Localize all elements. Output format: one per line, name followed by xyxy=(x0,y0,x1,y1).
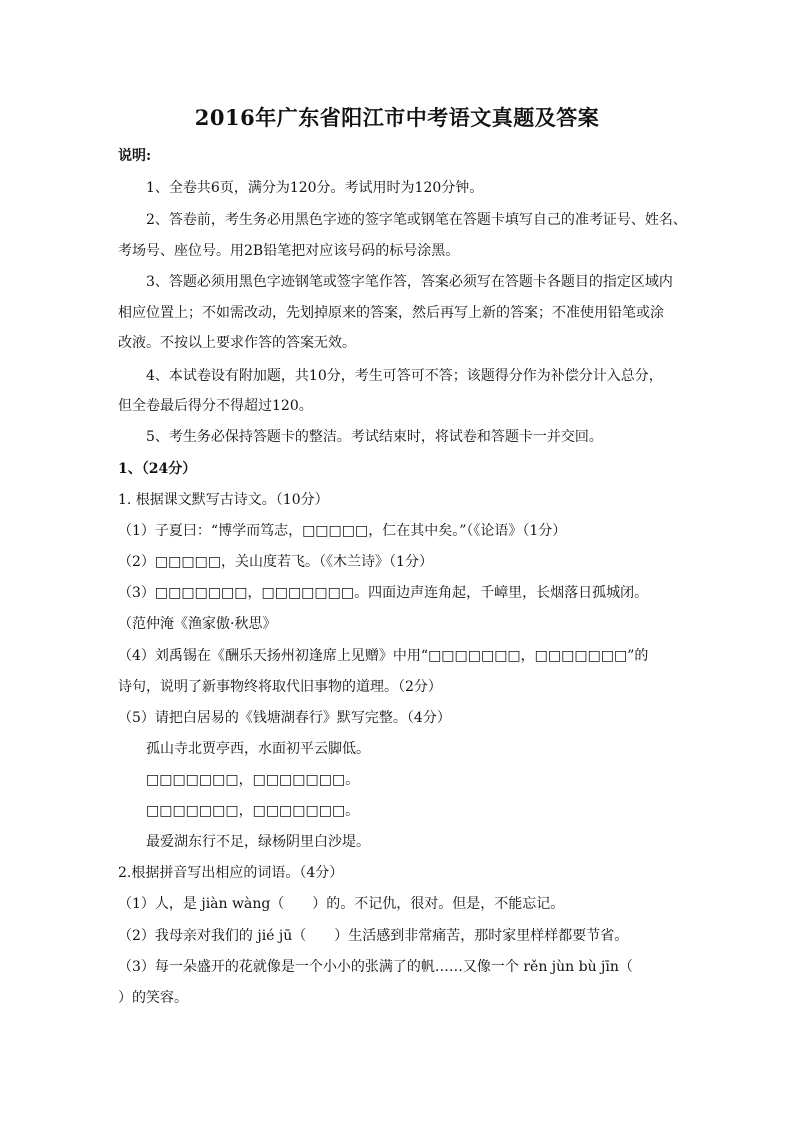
instruction-line: 3、答题必须用黑色字迹钢笔或签字笔作答，答案必须写在答题卡各题目的指定区域内 xyxy=(146,274,673,290)
poem-line: 最爱湖东行不足，绿杨阴里白沙堤。 xyxy=(146,834,370,850)
question-item: （范仲淹《渔家傲·秋思》 xyxy=(118,616,277,632)
question-item: （2）□□□□□，关山度若飞。（《木兰诗》（1分） xyxy=(118,554,433,570)
instruction-line: 4、本试卷设有附加题，共10分，考生可答可不答；该题得分作为补偿分计入总分， xyxy=(146,368,663,384)
instruction-line: 改液。不按以上要求作答的答案无效。 xyxy=(118,335,356,351)
question-item: 诗句，说明了新事物终将取代旧事物的道理。（2分） xyxy=(118,679,442,695)
question-item: （3）□□□□□□□，□□□□□□□。四面边声连角起，千嶂里，长烟落日孤城闭。 xyxy=(118,585,649,601)
instruction-line: 相应位置上；不如需改动，先划掉原来的答案，然后再写上新的答案；不准使用铅笔或涂 xyxy=(118,305,664,321)
poem-line: □□□□□□□，□□□□□□□。 xyxy=(146,772,360,788)
question-item: （3）每一朵盛开的花就像是一个小小的张满了的帆……又像一个 rěn jùn bù jīn（ xyxy=(118,959,633,975)
instruction-line: 1、全卷共6页，满分为120分。考试用时为120分钟。 xyxy=(146,180,484,196)
question-heading: 2.根据拼音写出相应的词语。（4分） xyxy=(118,865,344,881)
instruction-line: 2、答卷前，考生务必用黑色字迹的签字笔或钢笔在答题卡填写自己的准考证号、姓名、 xyxy=(146,212,687,228)
instructions-heading: 说明: xyxy=(118,148,152,164)
instruction-line: 但全卷最后得分不得超过120。 xyxy=(118,398,313,414)
question-item: （4）刘禹锡在《酬乐天扬州初逢席上见赠》中用“□□□□□□□，□□□□□□□”的 xyxy=(118,648,649,664)
question-item: （1）子夏曰：“博学而笃志，□□□□□，仁在其中矣。”（《论语》（1分） xyxy=(118,523,567,539)
question-item: （1）人，是 jiàn wàng（ ）的。不记仇，很对。但是，不能忘记。 xyxy=(118,896,565,912)
instruction-line: 考场号、座位号。用2B铅笔把对应该号码的标号涂黑。 xyxy=(118,243,460,259)
question-item: ）的笑容。 xyxy=(118,990,188,1006)
question-item: （2）我母亲对我们的 jié jū（ ）生活感到非常痛苦，那时家里样样都要节省。 xyxy=(118,928,629,944)
poem-line: □□□□□□□，□□□□□□□。 xyxy=(146,803,360,819)
question-item: （5）请把白居易的《钱塘湖春行》默写完整。（4分） xyxy=(118,710,451,726)
section-heading: 1、（24分） xyxy=(118,461,197,477)
instruction-line: 5、考生务必保持答题卡的整洁。考试结束时，将试卷和答题卡一并交回。 xyxy=(146,429,603,445)
question-heading: 1. 根据课文默写古诗文。（10分） xyxy=(118,492,329,508)
poem-line: 孤山寺北贾亭西，水面初平云脚低。 xyxy=(146,741,370,757)
document-title: 2016年广东省阳江市中考语文真题及答案 xyxy=(194,105,600,130)
